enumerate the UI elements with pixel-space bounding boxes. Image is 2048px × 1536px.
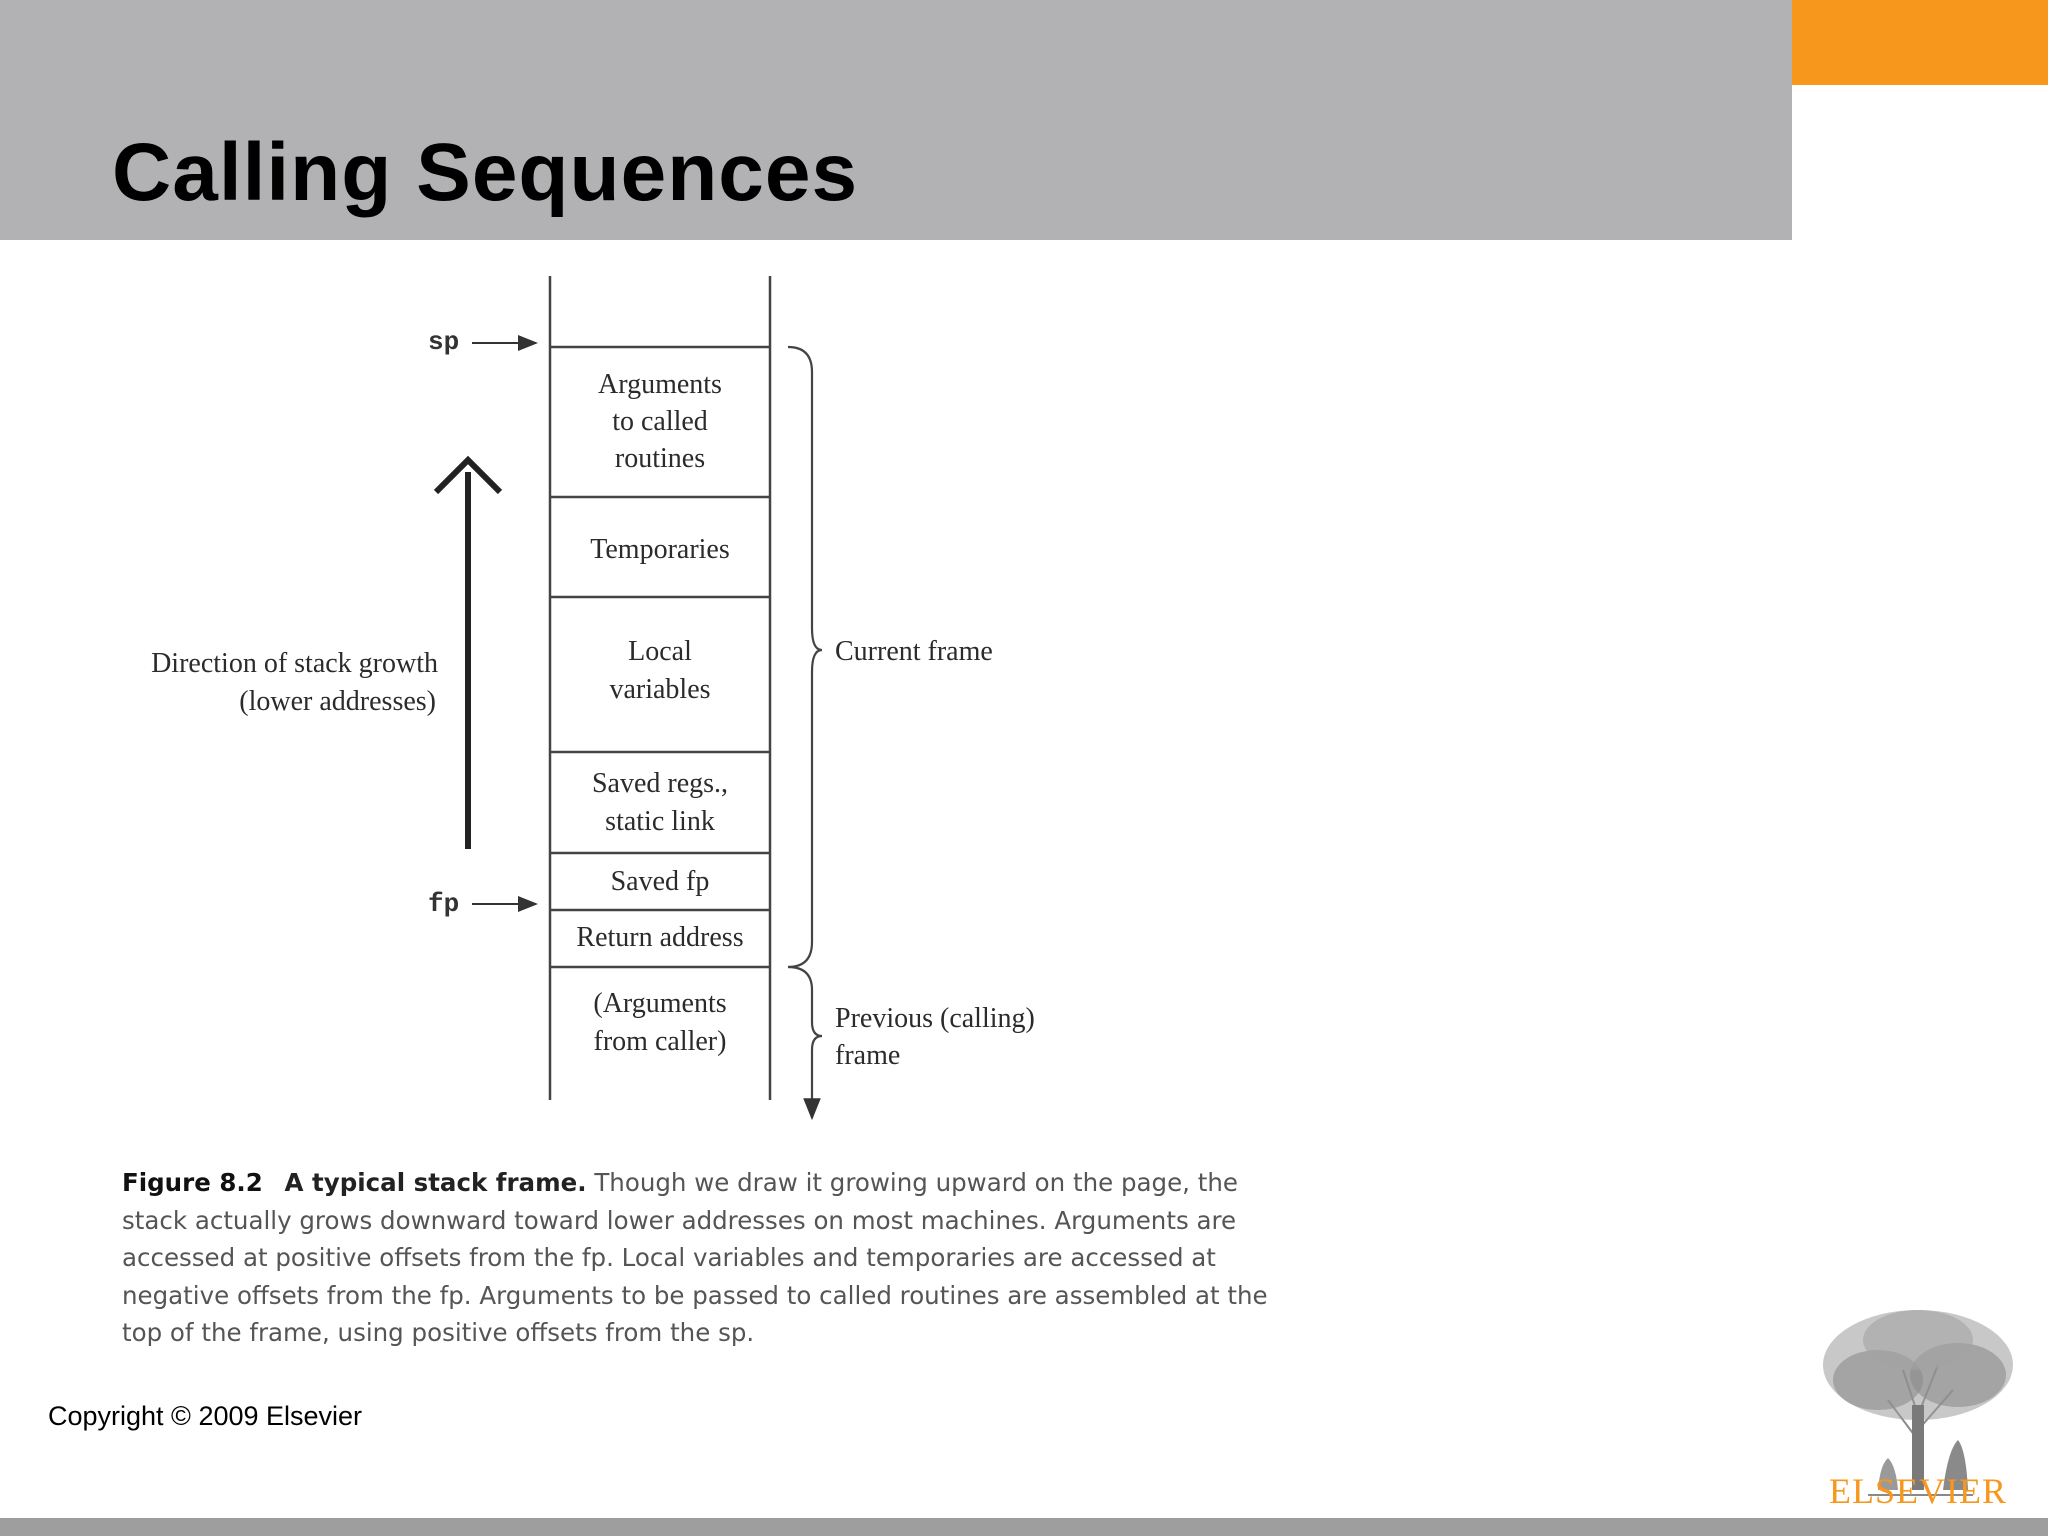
slide-title: Calling Sequences [112, 127, 859, 218]
svg-text:Saved regs.,: Saved regs., [591, 768, 729, 799]
footer-bar [0, 1518, 2048, 1536]
growth-direction-label [151, 648, 438, 717]
cell-arguments-to-called [598, 369, 722, 474]
current-frame-label: Current frame [835, 636, 993, 667]
sp-label: sp [428, 327, 460, 357]
cell-temporaries [590, 534, 730, 565]
previous-frame-brace [788, 967, 822, 1118]
cell-return-address [576, 922, 743, 953]
svg-text:frame: frame [835, 1040, 901, 1071]
svg-text:routines: routines [614, 443, 706, 474]
svg-text:Direction of stack growth: Direction of stack growth [151, 648, 438, 679]
svg-text:to called: to called [612, 406, 708, 437]
cell-saved-regs [592, 768, 728, 837]
svg-text:from caller): from caller) [593, 1026, 727, 1057]
svg-text:Return address: Return address [576, 922, 744, 953]
svg-text:static link: static link [605, 806, 715, 837]
cell-local-variables [609, 636, 710, 705]
svg-text:(Arguments: (Arguments [593, 988, 727, 1019]
figure-caption [122, 1164, 1282, 1352]
svg-text:(lower addresses): (lower addresses) [239, 686, 436, 717]
figure-caption-body: Though we draw it growing upward on the page, the stack actually grows downward toward lower addresses on most machines. Arguments are accessed at positive offsets from the fp. Local variables and temporaries are accessed at negative offsets from the fp. Arguments to be passed to called routines are assembled at the top of the frame, using positive offsets from the sp. [122, 1168, 1268, 1347]
figure-number: Figure 8.2 [122, 1168, 263, 1197]
figure-title: A typical stack frame. [284, 1168, 587, 1197]
svg-text:Temporaries: Temporaries [590, 534, 730, 565]
svg-text:Arguments: Arguments [598, 369, 722, 400]
stack-growth-arrow [436, 460, 500, 849]
svg-text:Local: Local [628, 636, 692, 667]
fp-label: fp [428, 889, 460, 919]
svg-text:variables: variables [609, 674, 711, 705]
cell-saved-fp [611, 866, 710, 897]
svg-text:Previous (calling): Previous (calling) [835, 1003, 1035, 1034]
cell-arguments-from-caller [593, 988, 726, 1057]
current-frame-brace [788, 347, 822, 967]
copyright-notice: Copyright © 2009 Elsevier [48, 1401, 363, 1431]
svg-text:Saved fp: Saved fp [610, 866, 710, 897]
previous-frame-label [835, 1003, 1035, 1071]
elsevier-logo-text: ELSEVIER [1829, 1471, 2007, 1511]
